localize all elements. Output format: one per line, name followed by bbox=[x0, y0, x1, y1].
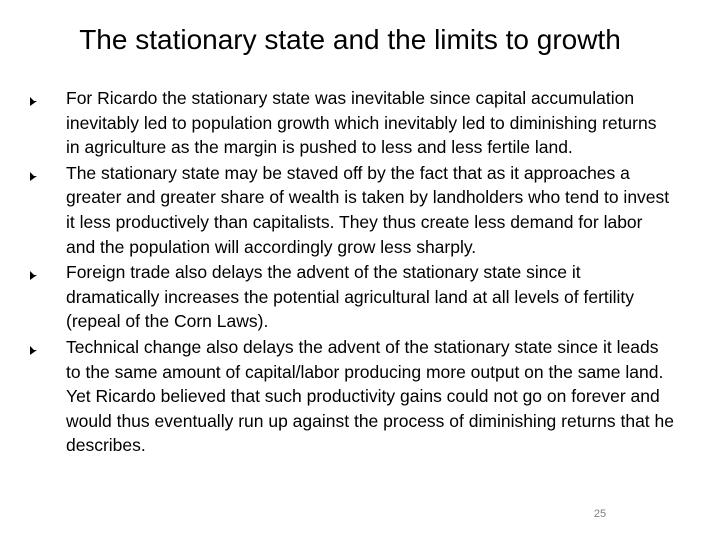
slide-title: The stationary state and the limits to growth bbox=[79, 24, 621, 55]
arrow-bullet-icon bbox=[30, 97, 37, 106]
bullet-text: Technical change also delays the advent of the stationary state since it leads to the same amount of capital/labor producing more output on the same land. Yet Ricardo believed that such productivity gains could not go on forever and would thus eventually run up against the process of diminishing returns that he describes. bbox=[66, 336, 674, 456]
bullet-text: For Ricardo the stationary state was inevitable since capital accumulation inevitably led to population growth which inevitably led to diminishing returns in agriculture as the margin is pushed to less and less fertile land. bbox=[66, 88, 657, 158]
bullet-item bbox=[24, 260, 674, 334]
bullet-list bbox=[24, 86, 674, 459]
arrow-bullet-icon bbox=[30, 346, 37, 355]
page-number: 25 bbox=[593, 508, 607, 520]
bullet-item bbox=[24, 86, 674, 160]
bullet-text: The stationary state may be staved off by the fact that as it approaches a greater and greater share of wealth is taken by landholders who tend to invest it less productively than capitalists. They thus create less demand for labor and the population will accordingly grow less sharply. bbox=[66, 162, 670, 257]
bullet-item bbox=[24, 335, 674, 458]
arrow-bullet-icon bbox=[30, 172, 37, 181]
arrow-bullet-icon bbox=[30, 271, 37, 280]
bullet-text: Foreign trade also delays the advent of the stationary state since it dramatically increases the potential agricultural land at all levels of fertility (repeal of the Corn Laws). bbox=[66, 262, 635, 332]
bullet-item bbox=[24, 161, 674, 259]
